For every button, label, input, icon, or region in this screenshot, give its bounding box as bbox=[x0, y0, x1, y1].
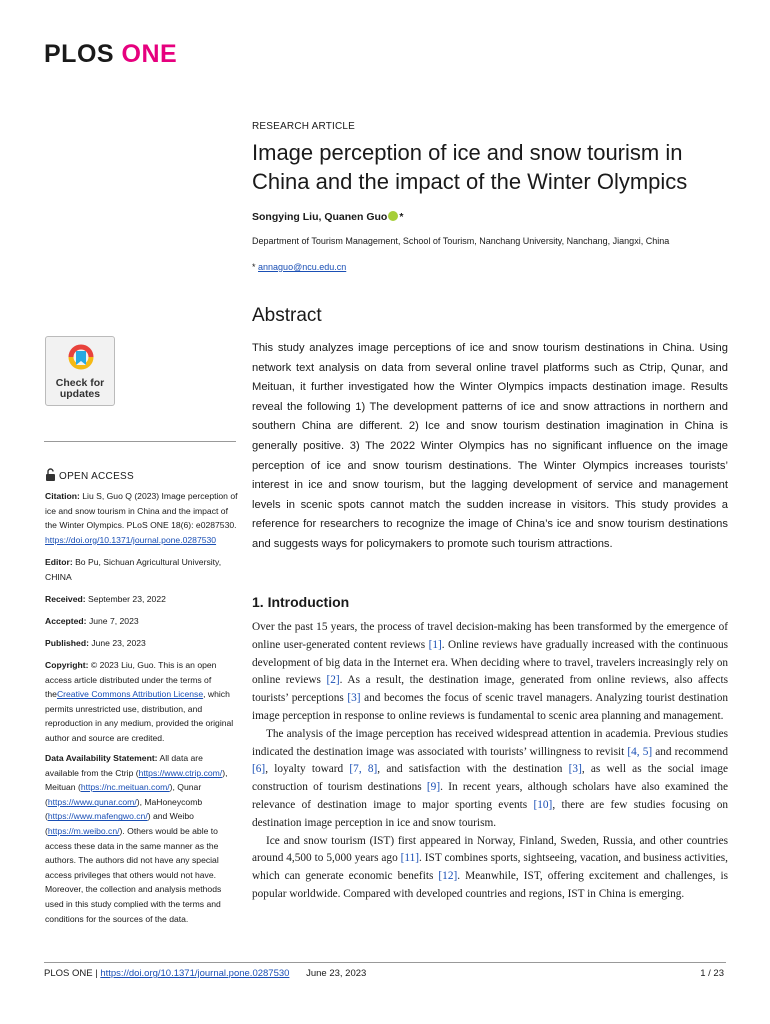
ref-link[interactable]: [7, 8] bbox=[349, 763, 378, 776]
article-type: RESEARCH ARTICLE bbox=[252, 121, 356, 132]
paragraph-3: Ice and snow tourism (IST) first appeared in Norway, Finland, Sweden, Russia, and other countries around 4,500 to 5,000 years ago [11]. IST combines sports, sightseeing, vacation, and business activities, which can generate economic benefits [12]. Meanwhile, IST, offering excitement and challenges, is popular worldwide. Compared with developed countries and regions, IST in China is emerging. bbox=[252, 834, 729, 900]
qunar-link[interactable]: https://www.qunar.com/ bbox=[47, 796, 137, 807]
received-date: Received: September 23, 2022 bbox=[45, 594, 166, 604]
footer-journal: PLOS ONE | bbox=[44, 968, 98, 979]
ref-link[interactable]: [10] bbox=[533, 798, 553, 811]
logo-part-one: ONE bbox=[121, 40, 178, 68]
sidebar-divider bbox=[44, 441, 236, 442]
ref-link[interactable]: [4, 5] bbox=[627, 745, 653, 758]
paragraph-2: The analysis of the image perception has received widespread attention in academia. Previous studies indicated the destination image was associated with tourists’ willingness to revisit [4, 5] and recommend [6], loyalty toward [7, 8], and satisfaction with the destination [3], as well as the social image construction of tourism destinations [9]. In recent years, although scholars have also examined the relevance of destination image to major sporting events [10], there are few studies focusing on destination image perception in ice and snow tourism. bbox=[252, 727, 728, 829]
introduction-heading: 1. Introduction bbox=[252, 594, 350, 610]
paragraph-1: Over the past 15 years, the process of travel decision-making has been transformed by the emergence of online user-generated content reviews [1]. Online reviews have gradually increased with the continuous development of big data in the Internet era. When deciding where to travel, travelers increasingly rely on online reviews [2]. As a result, the destination image, generated from online reviews, also affects tourists’ perceptions [3] and becomes the focus of scenic travel managers. Analyzing tourist destination image perception in response to online reviews is fundamental to scenic area planning and management. bbox=[252, 621, 728, 722]
page-number: 1 / 23 bbox=[700, 968, 724, 979]
citation-block: Citation: Liu S, Guo Q (2023) Image perception of ice and snow tourism in China and the impact of the Winter Olympics. PLoS ONE 18(6): e0287530. https://doi.org/10.1371/journal.pone.0287530 bbox=[45, 491, 238, 545]
author-names: Songying Liu, Quanen Guo bbox=[252, 211, 388, 223]
ref-link[interactable]: [2] bbox=[326, 674, 340, 687]
mafengwo-link[interactable]: https://www.mafengwo.cn/ bbox=[47, 811, 148, 822]
weibo-link[interactable]: https://m.weibo.cn/ bbox=[47, 825, 120, 836]
email-marker: * bbox=[252, 262, 256, 272]
accepted-date: Accepted: June 7, 2023 bbox=[45, 616, 139, 626]
ref-link[interactable]: [12] bbox=[438, 870, 458, 883]
logo-part-plos: PLOS bbox=[44, 40, 115, 68]
ref-link[interactable]: [1] bbox=[428, 638, 442, 651]
check-for-updates-badge[interactable] bbox=[45, 336, 115, 406]
abstract-heading: Abstract bbox=[252, 305, 322, 326]
meituan-link[interactable]: https://nc.meituan.com/ bbox=[80, 782, 170, 793]
editor-block: Editor: Bo Pu, Sichuan Agricultural University, CHINA bbox=[45, 557, 222, 582]
ref-link[interactable]: [9] bbox=[426, 781, 441, 794]
page-footer bbox=[44, 968, 366, 979]
author-list bbox=[252, 211, 403, 223]
ref-link[interactable]: [11] bbox=[400, 852, 420, 865]
article-title: Image perception of ice and snow tourism in China and the impact of the Winter Olympics bbox=[252, 140, 688, 194]
footer-date: June 23, 2023 bbox=[306, 968, 367, 979]
ctrip-link[interactable]: https://www.ctrip.com/ bbox=[138, 767, 223, 778]
corresponding-marker: * bbox=[399, 211, 404, 223]
footer-doi-link[interactable]: https://doi.org/10.1371/journal.pone.0287530 bbox=[100, 968, 290, 979]
abstract-text: This study analyzes image perceptions of ice and snow tourism destinations in China. Using network text analysis on data from several online travel platforms such as Ctrip, Qunar, and Meituan, it further investigated how the Winter Olympics impacts destination image. Results reveal the following 1) The development patterns of ice and snow attractions in northern and southern China are different. 2) Ice and snow tourism destination imagination in China is generally positive. 3) The 2022 Winter Olympics has no significant influence on the image perception of ice and snow tourism destinations. The Winter Olympics increases tourists’ interest in ice and snow tourism, but the lagging development of service and management levels in scenic spots cannot match the sudden increase in visitors. This study provides a reference for researchers to recognize the image of China’s ice and snow tourism destinations and suggests ways for policymakers to promote such tourism attractions. bbox=[252, 342, 728, 550]
badge-text: Check for updates bbox=[55, 377, 105, 400]
email-link[interactable]: annaguo@ncu.edu.cn bbox=[258, 262, 347, 272]
data-availability-block: Data Availability Statement: All data are available from the Ctrip (https://www.ctrip.com/), Meituan (https://nc.meituan.com/), Qunar (https://www.qunar.com/), MaHoneycomb (https://www.mafengwo.cn/) and Weibo (https://m.weibo.cn/). Others would be able to access these data in the same manner as the authors. The authors did not have any special access privileges that others would not have. Moreover, the collection and analysis methods used in this study complied with the terms and conditions for the sources of the data. bbox=[45, 753, 228, 924]
open-access-label: OPEN ACCESS bbox=[45, 468, 134, 482]
citation-doi-link[interactable]: https://doi.org/10.1371/journal.pone.0287530 bbox=[45, 534, 217, 545]
orcid-icon[interactable] bbox=[388, 211, 398, 221]
published-date: Published: June 23, 2023 bbox=[45, 638, 146, 648]
journal-logo bbox=[44, 40, 177, 69]
copyright-block: Copyright: © 2023 Liu, Guo. This is an open access article distributed under the terms of theCreative Commons Attribution License, which permits unrestricted use, distribution, and reproduction in any medium, provided the original author and source are credited. bbox=[45, 660, 234, 743]
ref-link[interactable]: [3] bbox=[568, 763, 582, 776]
open-lock-icon bbox=[45, 468, 56, 481]
introduction-body bbox=[252, 619, 728, 904]
crossmark-icon bbox=[67, 343, 95, 371]
ref-link[interactable]: [3] bbox=[347, 692, 361, 705]
corresponding-email bbox=[252, 262, 346, 272]
license-link[interactable]: Creative Commons Attribution License bbox=[56, 689, 204, 700]
affiliation: Department of Tourism Management, School of Tourism, Nanchang University, Nanchang, Jiangxi, China bbox=[252, 236, 670, 246]
footer-divider bbox=[44, 962, 726, 963]
ref-link[interactable]: [6] bbox=[252, 763, 266, 776]
